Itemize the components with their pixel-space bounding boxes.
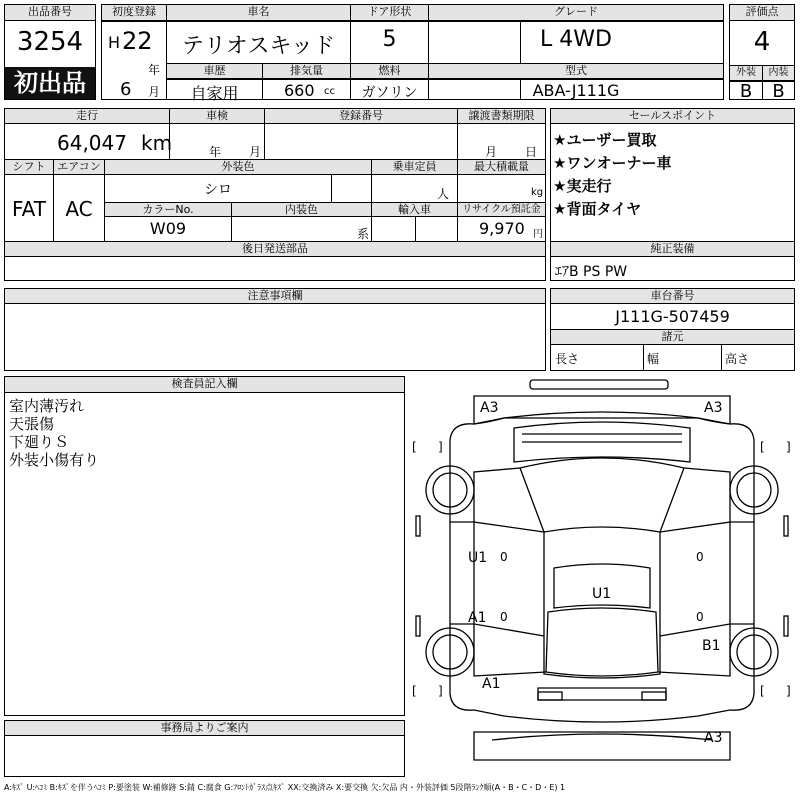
details-box [4,108,546,242]
inspector-line-3: 下廻りＳ [9,433,70,451]
ext-color-value: シロ [204,182,232,198]
inspector-label: 検査員記入欄 [5,377,404,393]
mark-left-rear: A1 [482,676,501,692]
office-box [4,720,405,777]
doors-label: ドア形状 [351,5,428,21]
mark-left-front-door: U1 [468,550,488,566]
first-reg-label: 初度登録 [102,5,166,21]
first-reg-year-unit: 年 [148,63,161,77]
exterior-label: 外装 [730,66,762,81]
ext-color-label: 外装色 [105,160,371,175]
lot-box [4,4,96,100]
displacement-label: 排気量 [263,64,350,79]
transfer-day-unit: 日 [525,145,538,159]
equipment-box [550,241,795,281]
inspector-line-1: 室内薄汚れ [9,397,85,415]
mark-left-rear-door: A1 [468,610,487,626]
displacement-unit: cc [324,86,335,97]
later-parts-label: 後日発送部品 [5,242,545,257]
lot-number: 3254 [16,27,84,57]
mark-front-right: A3 [704,400,723,416]
car-damage-diagram [408,376,796,778]
bracket-fl-close: ] [438,440,443,454]
sales-point-4: ★背面タイヤ [553,200,642,218]
specs-length: 長さ [555,352,580,366]
model-code-label: 型式 [429,64,723,79]
office-label: 事務局よりご案内 [5,721,404,736]
bracket-rl-open: [ [412,684,417,698]
mileage-label: 走行 [5,109,169,124]
reg-number-label: 登録番号 [265,109,457,124]
int-color-label: 内装色 [232,202,371,217]
car-outline-drawing [408,376,796,778]
displacement-value: 660 [284,81,315,100]
score-box [729,4,795,100]
notes-box [4,288,546,371]
score-value: 4 [753,27,771,57]
doors-value: 5 [382,27,397,52]
mark-zero-lr: 0 [500,610,508,624]
import-label: 輸入車 [372,202,457,217]
mark-right-rear-door: B1 [702,638,721,654]
inspection-label: 車検 [170,109,264,124]
inspection-year-unit: 年 [209,145,222,159]
equipment-label: 純正装備 [551,242,794,257]
capacity-unit: 人 [437,187,450,201]
notes-label: 注意事項欄 [5,289,545,304]
first-reg-year: 22 [122,27,153,55]
interior-label: 内装 [763,66,794,81]
inspector-box [4,376,405,716]
fuel-label: 燃料 [351,64,428,79]
mark-roof: U1 [592,586,612,602]
inspector-line-4: 外装小傷有り [9,451,100,469]
specs-label: 諸元 [551,330,794,345]
specs-height: 高さ [725,352,750,366]
history-value: 自家用 [190,84,239,103]
sales-point-3: ★実走行 [553,177,612,195]
later-parts-box [4,241,546,281]
color-no-value: W09 [149,219,187,238]
inspector-line-2: 天張傷 [9,415,55,433]
score-label: 評価点 [730,5,794,21]
mark-rear-bottom: A3 [704,730,723,746]
sales-points-label: セールスポイント [551,109,794,124]
bracket-rr-close: ] [786,684,791,698]
chassis-box [550,288,795,371]
bracket-fr-close: ] [786,440,791,454]
legend-text: A:ｷｽﾞ U:ﾍｺﾐ B:ｷｽﾞを伴うﾍｺﾐ P:要塗装 W:補修跡 S:錆 C:腐食 G:ﾌﾛﾝﾄｶﾞﾗｽ点ｷｽﾞ XX:交換済み X:要交換 欠:欠品 内・外装評価 5段階ﾗﾝｸ順(A・B・C・D・E) 1 [4,783,566,792]
sales-points-box [550,108,795,242]
first-reg-month-unit: 月 [148,85,161,99]
chassis-value: J111G-507459 [615,307,730,326]
color-no-label: カラーNo. [105,202,231,217]
max-load-label: 最大積載量 [458,160,545,175]
shift-value: FAT [11,197,46,221]
mileage-value: 64,047 [57,131,127,155]
bracket-rr-open: [ [760,684,765,698]
mark-front-left: A3 [480,400,499,416]
recycle-unit: 円 [533,229,543,240]
recycle-value: 9,970 [479,219,525,238]
model-code-value: ABA-J111G [532,81,620,100]
equipment-value: ｴｱB PS PW [555,264,628,280]
exterior-grade: B [739,81,753,102]
bracket-fl-open: [ [412,440,417,454]
capacity-label: 乗車定員 [372,160,457,175]
sales-point-2: ★ワンオーナー車 [553,154,672,172]
mark-zero-rf: 0 [696,550,704,564]
transfer-docs-label: 譲渡書類期限 [458,109,545,124]
interior-grade: B [772,81,785,102]
bracket-rl-close: ] [438,684,443,698]
grade-label: グレード [429,5,723,21]
transfer-month-unit: 月 [485,145,498,159]
max-load-unit: kg [531,187,544,198]
lot-label: 出品番号 [5,5,95,21]
car-name-label: 車名 [167,5,350,21]
aircon-value: AC [65,197,93,221]
specs-width: 幅 [647,352,660,366]
history-label: 車歴 [167,64,262,79]
first-reg-era: H [108,33,121,52]
inspection-month-unit: 月 [249,145,262,159]
mark-zero-rr: 0 [696,610,704,624]
first-listing-badge: 初出品 [5,67,95,99]
first-reg-month: 6 [120,79,132,100]
bracket-fr-open: [ [760,440,765,454]
chassis-label: 車台番号 [551,289,794,304]
mark-zero-lf: 0 [500,550,508,564]
shift-label: シフト [5,160,53,175]
aircon-label: エアコン [54,160,104,175]
fuel-value: ガソリン [361,85,418,101]
recycle-label: リサイクル預託金 [458,202,545,217]
vehicle-info-box [101,4,724,103]
mileage-unit: km [141,131,173,155]
grade-value: L 4WD [540,27,612,52]
int-color-unit: 系 [357,227,370,241]
car-name-value: テリオスキッド [181,34,336,59]
sales-point-1: ★ユーザー買取 [553,131,657,149]
